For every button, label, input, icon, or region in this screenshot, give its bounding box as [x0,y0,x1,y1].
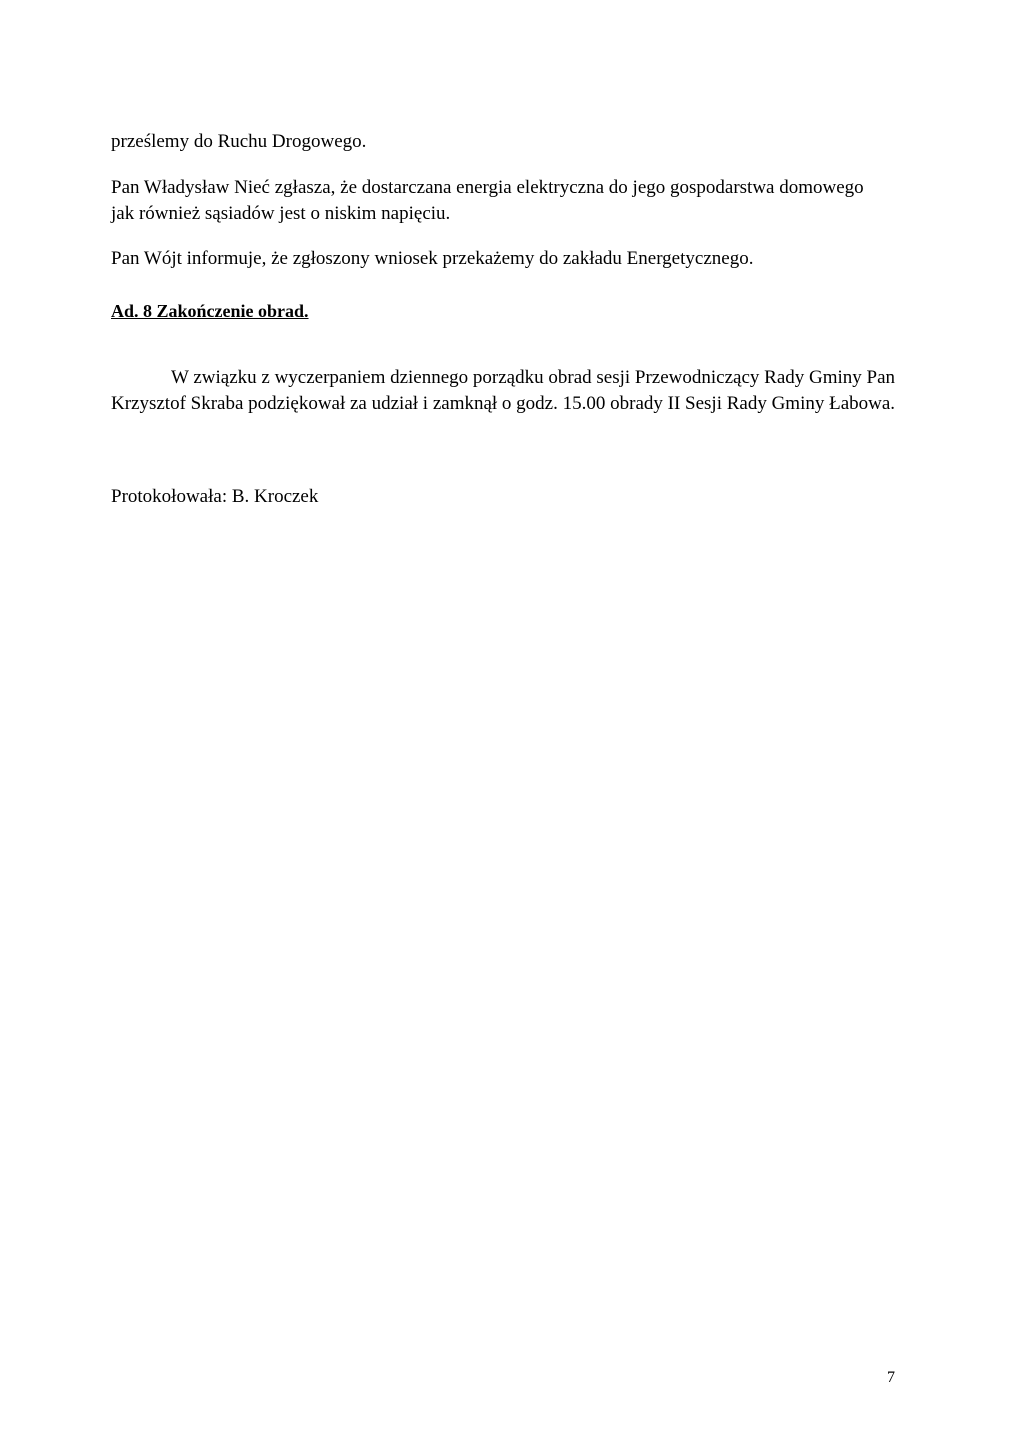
paragraph-niec-report: Pan Władysław Nieć zgłasza, że dostarczana energia elektryczna do jego gospodarstwa domowego jak również sąsiadów jest o niskim napięciu. [111,177,864,224]
page-number: 7 [887,1369,895,1386]
paragraph-closing: W związku z wyczerpaniem dziennego porządku obrad sesji Przewodniczący Rady Gminy Pan Krzysztof Skraba podziękował za udział i zamknął o godz. 15.00 obrady II Sesji Rady Gminy Łabowa. [111,367,896,414]
section-heading-ad8: Ad. 8 Zakończenie obrad. [111,301,309,321]
paragraph-wojt-response: Pan Wójt informuje, że zgłoszony wniosek przekażemy do zakładu Energetycznego. [111,248,754,269]
paragraph-ruch-drogowy: prześlemy do Ruchu Drogowego. [111,131,367,152]
signature-line: Protokołowała: B. Kroczek [111,486,319,507]
